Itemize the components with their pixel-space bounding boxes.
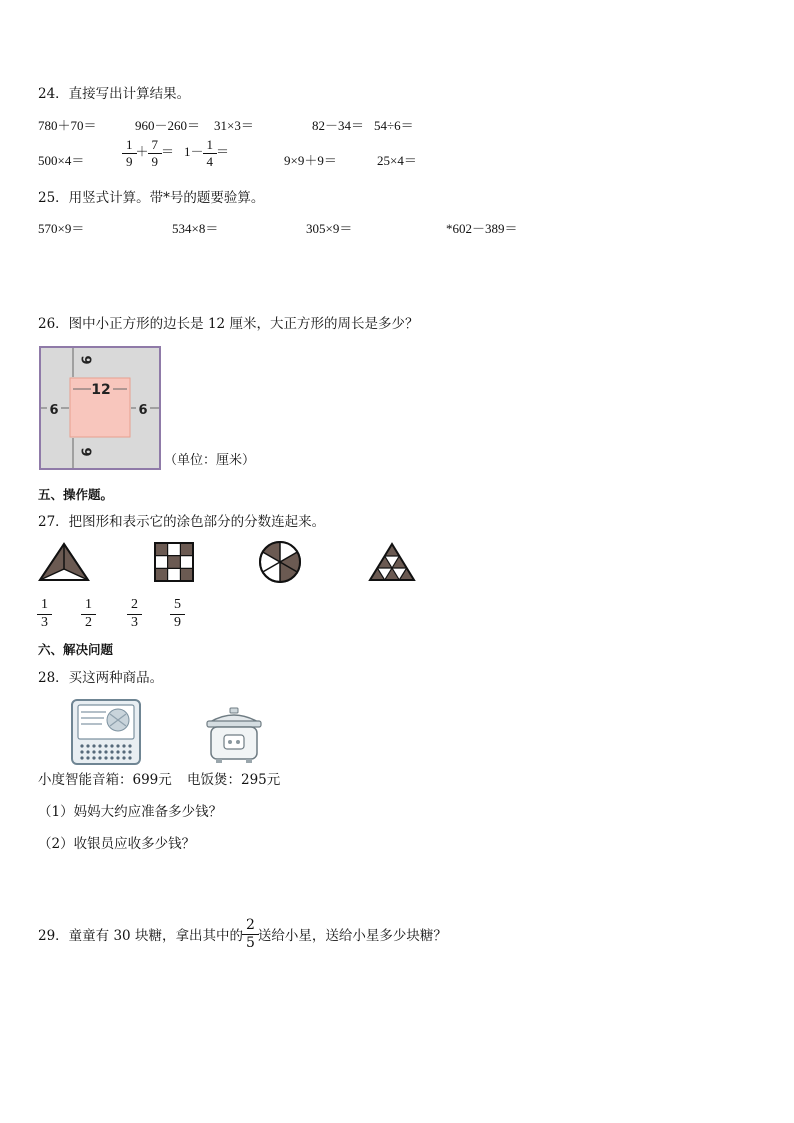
fraction-option-1: $\frac{1}{3}$ xyxy=(38,598,51,630)
q24-title: 24．直接写出计算结果。 xyxy=(38,86,191,102)
smart-speaker-image xyxy=(70,698,142,766)
q25-title: 25．用竖式计算。带*号的题要验算。 xyxy=(38,190,265,206)
fraction-1-4: $\frac{1}{4}$ xyxy=(205,138,216,168)
q28-sub1: （1）妈妈大约应准备多少钱？ xyxy=(38,804,223,820)
fraction-7-9: $\frac{7}{9}$ xyxy=(150,138,161,168)
q25-expr-4: *602－389＝ xyxy=(446,221,518,236)
section-6-heading: 六、解决问题 xyxy=(38,642,114,657)
label-top: 9 xyxy=(77,355,93,365)
q28-sub2: （2）收银员应收多少钱？ xyxy=(38,836,196,852)
q28-title: 28．买这两种商品。 xyxy=(38,670,164,686)
q27-title: 27．把图形和表示它的涂色部分的分数连起来。 xyxy=(38,514,326,530)
cooker-price-caption: 电饭煲：295元 xyxy=(187,772,281,788)
q25-expr-1: 570×9＝ xyxy=(38,221,85,236)
q25-expr-3: 305×9＝ xyxy=(306,221,353,236)
fraction-2-5: $\frac{2}{5}$ xyxy=(244,918,257,950)
q24-expr-2: 960－260＝ xyxy=(135,118,201,133)
label-right: 6 xyxy=(138,403,148,418)
label-center: 12 xyxy=(91,382,111,398)
q26-title: 26．图中小正方形的边长是 12 厘米，大正方形的周长是多少？ xyxy=(38,316,419,332)
triangle-grid-shape xyxy=(368,542,416,582)
q24-expr-4: 82－34＝ xyxy=(312,118,365,133)
q24-expr-3: 31×3＝ xyxy=(214,118,254,133)
q24-expr-5: 54÷6＝ xyxy=(374,118,414,133)
q25-expr-2: 534×8＝ xyxy=(172,221,219,236)
triangle-shape xyxy=(38,542,90,582)
q24-expr-8: 1－ $\frac{1}{4}$ ＝ xyxy=(184,137,230,169)
grid-shape xyxy=(154,542,194,582)
square-figure xyxy=(39,346,161,470)
fraction-1-9: $\frac{1}{9}$ xyxy=(124,138,135,168)
label-bottom: 9 xyxy=(77,447,93,457)
q29-text: 29．童童有 30 块糖，拿出其中的 $\frac{2}{5}$ 送给小星，送给小星多少块糖？ xyxy=(38,917,447,951)
fraction-option-3: $\frac{2}{3}$ xyxy=(128,598,141,630)
fraction-option-4: $\frac{5}{9}$ xyxy=(171,598,184,630)
q24-expr-9: 9×9＋9＝ xyxy=(284,153,337,168)
q24-expr-6: 500×4＝ xyxy=(38,153,85,168)
q24-expr-7: $\frac{1}{9}$ ＋ $\frac{7}{9}$ ＝ xyxy=(123,138,174,168)
unit-label: （单位：厘米） xyxy=(164,453,256,468)
fraction-option-2: $\frac{1}{2}$ xyxy=(82,598,95,630)
circle-shape xyxy=(258,540,302,584)
q24-expr-10: 25×4＝ xyxy=(377,153,417,168)
rice-cooker-image xyxy=(204,706,264,766)
section-5-heading: 五、操作题。 xyxy=(38,487,114,502)
q24-expr-1: 780＋70＝ xyxy=(38,118,97,133)
label-left: 6 xyxy=(49,403,59,418)
speaker-price-caption: 小度智能音箱：699元 xyxy=(38,772,172,788)
